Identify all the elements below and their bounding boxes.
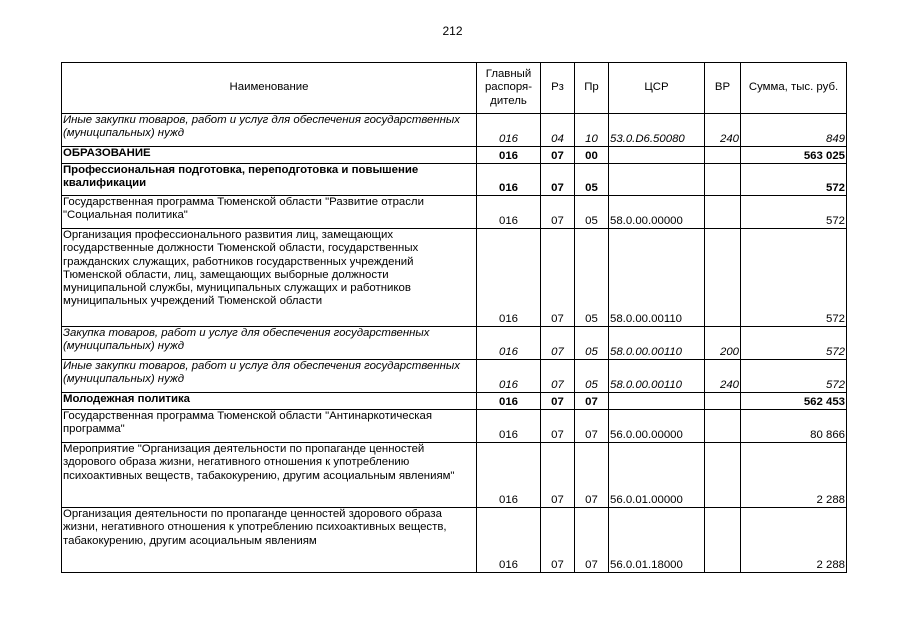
- row-sum: 80 866: [741, 410, 847, 443]
- row-vr: [705, 410, 741, 443]
- row-pr: 05: [575, 360, 609, 393]
- row-gr: 016: [477, 229, 541, 327]
- row-csr: [609, 393, 705, 410]
- row-csr: 58.0.00.00110: [609, 360, 705, 393]
- row-csr: [609, 147, 705, 164]
- table-row: [62, 327, 847, 360]
- header-main-manager: Главный распоря-дитель: [477, 63, 541, 114]
- row-sum: 572: [741, 229, 847, 327]
- row-vr: [705, 164, 741, 196]
- row-sum: 849: [741, 114, 847, 147]
- row-csr: 53.0.D6.50080: [609, 114, 705, 147]
- row-gr: 016: [477, 196, 541, 229]
- row-csr: 56.0.01.00000: [609, 443, 705, 508]
- header-name: Наименование: [62, 63, 477, 114]
- row-gr: 016: [477, 147, 541, 164]
- row-vr: 240: [705, 360, 741, 393]
- row-name: Иные закупки товаров, работ и услуг для обеспечения государственных (муниципальных) нужд: [62, 360, 477, 393]
- row-rz: 07: [541, 147, 575, 164]
- row-pr: 10: [575, 114, 609, 147]
- row-rz: 07: [541, 229, 575, 327]
- row-pr: 05: [575, 196, 609, 229]
- table-row: [62, 443, 847, 508]
- row-pr: 00: [575, 147, 609, 164]
- row-name: Организация профессионального развития лиц, замещающих государственные должности Тюменской области, государственных гражданских служащих, работников государственных учреждений Тюменской области, лиц, замещающих выборные должности муниципальной службы, муниципальных служащих и работников муниципальных учреждений Тюменской области: [62, 229, 477, 327]
- table-row: [62, 196, 847, 229]
- row-sum: 572: [741, 327, 847, 360]
- row-sum: 572: [741, 360, 847, 393]
- row-rz: 07: [541, 410, 575, 443]
- header-csr: ЦСР: [609, 63, 705, 114]
- row-gr: 016: [477, 164, 541, 196]
- row-name: Иные закупки товаров, работ и услуг для обеспечения государственных (муниципальных) нужд: [62, 114, 477, 147]
- row-vr: [705, 196, 741, 229]
- row-csr: [609, 164, 705, 196]
- row-rz: 07: [541, 327, 575, 360]
- row-rz: 07: [541, 164, 575, 196]
- row-name: Закупка товаров, работ и услуг для обеспечения государственных (муниципальных) нужд: [62, 327, 477, 360]
- row-sum: 563 025: [741, 147, 847, 164]
- row-sum: 562 453: [741, 393, 847, 410]
- table-row: [62, 229, 847, 327]
- row-pr: 07: [575, 508, 609, 573]
- row-rz: 07: [541, 443, 575, 508]
- header-sum: Сумма, тыс. руб.: [741, 63, 847, 114]
- row-vr: 200: [705, 327, 741, 360]
- row-sum: 2 288: [741, 508, 847, 573]
- row-rz: 07: [541, 360, 575, 393]
- row-rz: 04: [541, 114, 575, 147]
- row-csr: 58.0.00.00110: [609, 229, 705, 327]
- table-row: [62, 508, 847, 573]
- table-row: [62, 147, 847, 164]
- row-vr: [705, 508, 741, 573]
- row-pr: 07: [575, 393, 609, 410]
- row-name: ОБРАЗОВАНИЕ: [62, 147, 477, 164]
- row-csr: 56.0.00.00000: [609, 410, 705, 443]
- row-name: Государственная программа Тюменской области "Антинаркотическая программа": [62, 410, 477, 443]
- row-name: Молодежная политика: [62, 393, 477, 410]
- row-vr: 240: [705, 114, 741, 147]
- header-vr: ВР: [705, 63, 741, 114]
- row-rz: 07: [541, 508, 575, 573]
- budget-table: [61, 62, 847, 573]
- row-vr: [705, 147, 741, 164]
- table-row: [62, 164, 847, 196]
- row-name: Государственная программа Тюменской области "Развитие отрасли "Социальная политика": [62, 196, 477, 229]
- row-gr: 016: [477, 393, 541, 410]
- row-vr: [705, 393, 741, 410]
- row-csr: 58.0.00.00000: [609, 196, 705, 229]
- row-pr: 05: [575, 327, 609, 360]
- row-gr: 016: [477, 508, 541, 573]
- row-csr: 58.0.00.00110: [609, 327, 705, 360]
- header-pr: Пр: [575, 63, 609, 114]
- row-vr: [705, 443, 741, 508]
- row-pr: 07: [575, 410, 609, 443]
- table-row: [62, 114, 847, 147]
- table-row: [62, 360, 847, 393]
- row-sum: 572: [741, 164, 847, 196]
- table-row: [62, 393, 847, 410]
- row-gr: 016: [477, 114, 541, 147]
- row-name: Мероприятие "Организация деятельности по пропаганде ценностей здорового образа жизни, негативного отношения к употреблению психоактивных веществ, табакокурению, другим асоциальным явлениям": [62, 443, 477, 508]
- row-name: Профессиональная подготовка, переподготовка и повышение квалификации: [62, 164, 477, 196]
- row-pr: 05: [575, 229, 609, 327]
- row-sum: 2 288: [741, 443, 847, 508]
- row-gr: 016: [477, 443, 541, 508]
- table-row: [62, 410, 847, 443]
- row-pr: 05: [575, 164, 609, 196]
- row-rz: 07: [541, 393, 575, 410]
- row-gr: 016: [477, 360, 541, 393]
- row-csr: 56.0.01.18000: [609, 508, 705, 573]
- row-pr: 07: [575, 443, 609, 508]
- header-rz: Рз: [541, 63, 575, 114]
- table-header-row: [62, 63, 847, 114]
- page-number: 212: [442, 24, 463, 38]
- row-rz: 07: [541, 196, 575, 229]
- row-sum: 572: [741, 196, 847, 229]
- row-vr: [705, 229, 741, 327]
- row-gr: 016: [477, 410, 541, 443]
- row-gr: 016: [477, 327, 541, 360]
- row-name: Организация деятельности по пропаганде ценностей здорового образа жизни, негативного отношения к употреблению психоактивных веществ, табакокурению, другим асоциальным явлениям: [62, 508, 477, 573]
